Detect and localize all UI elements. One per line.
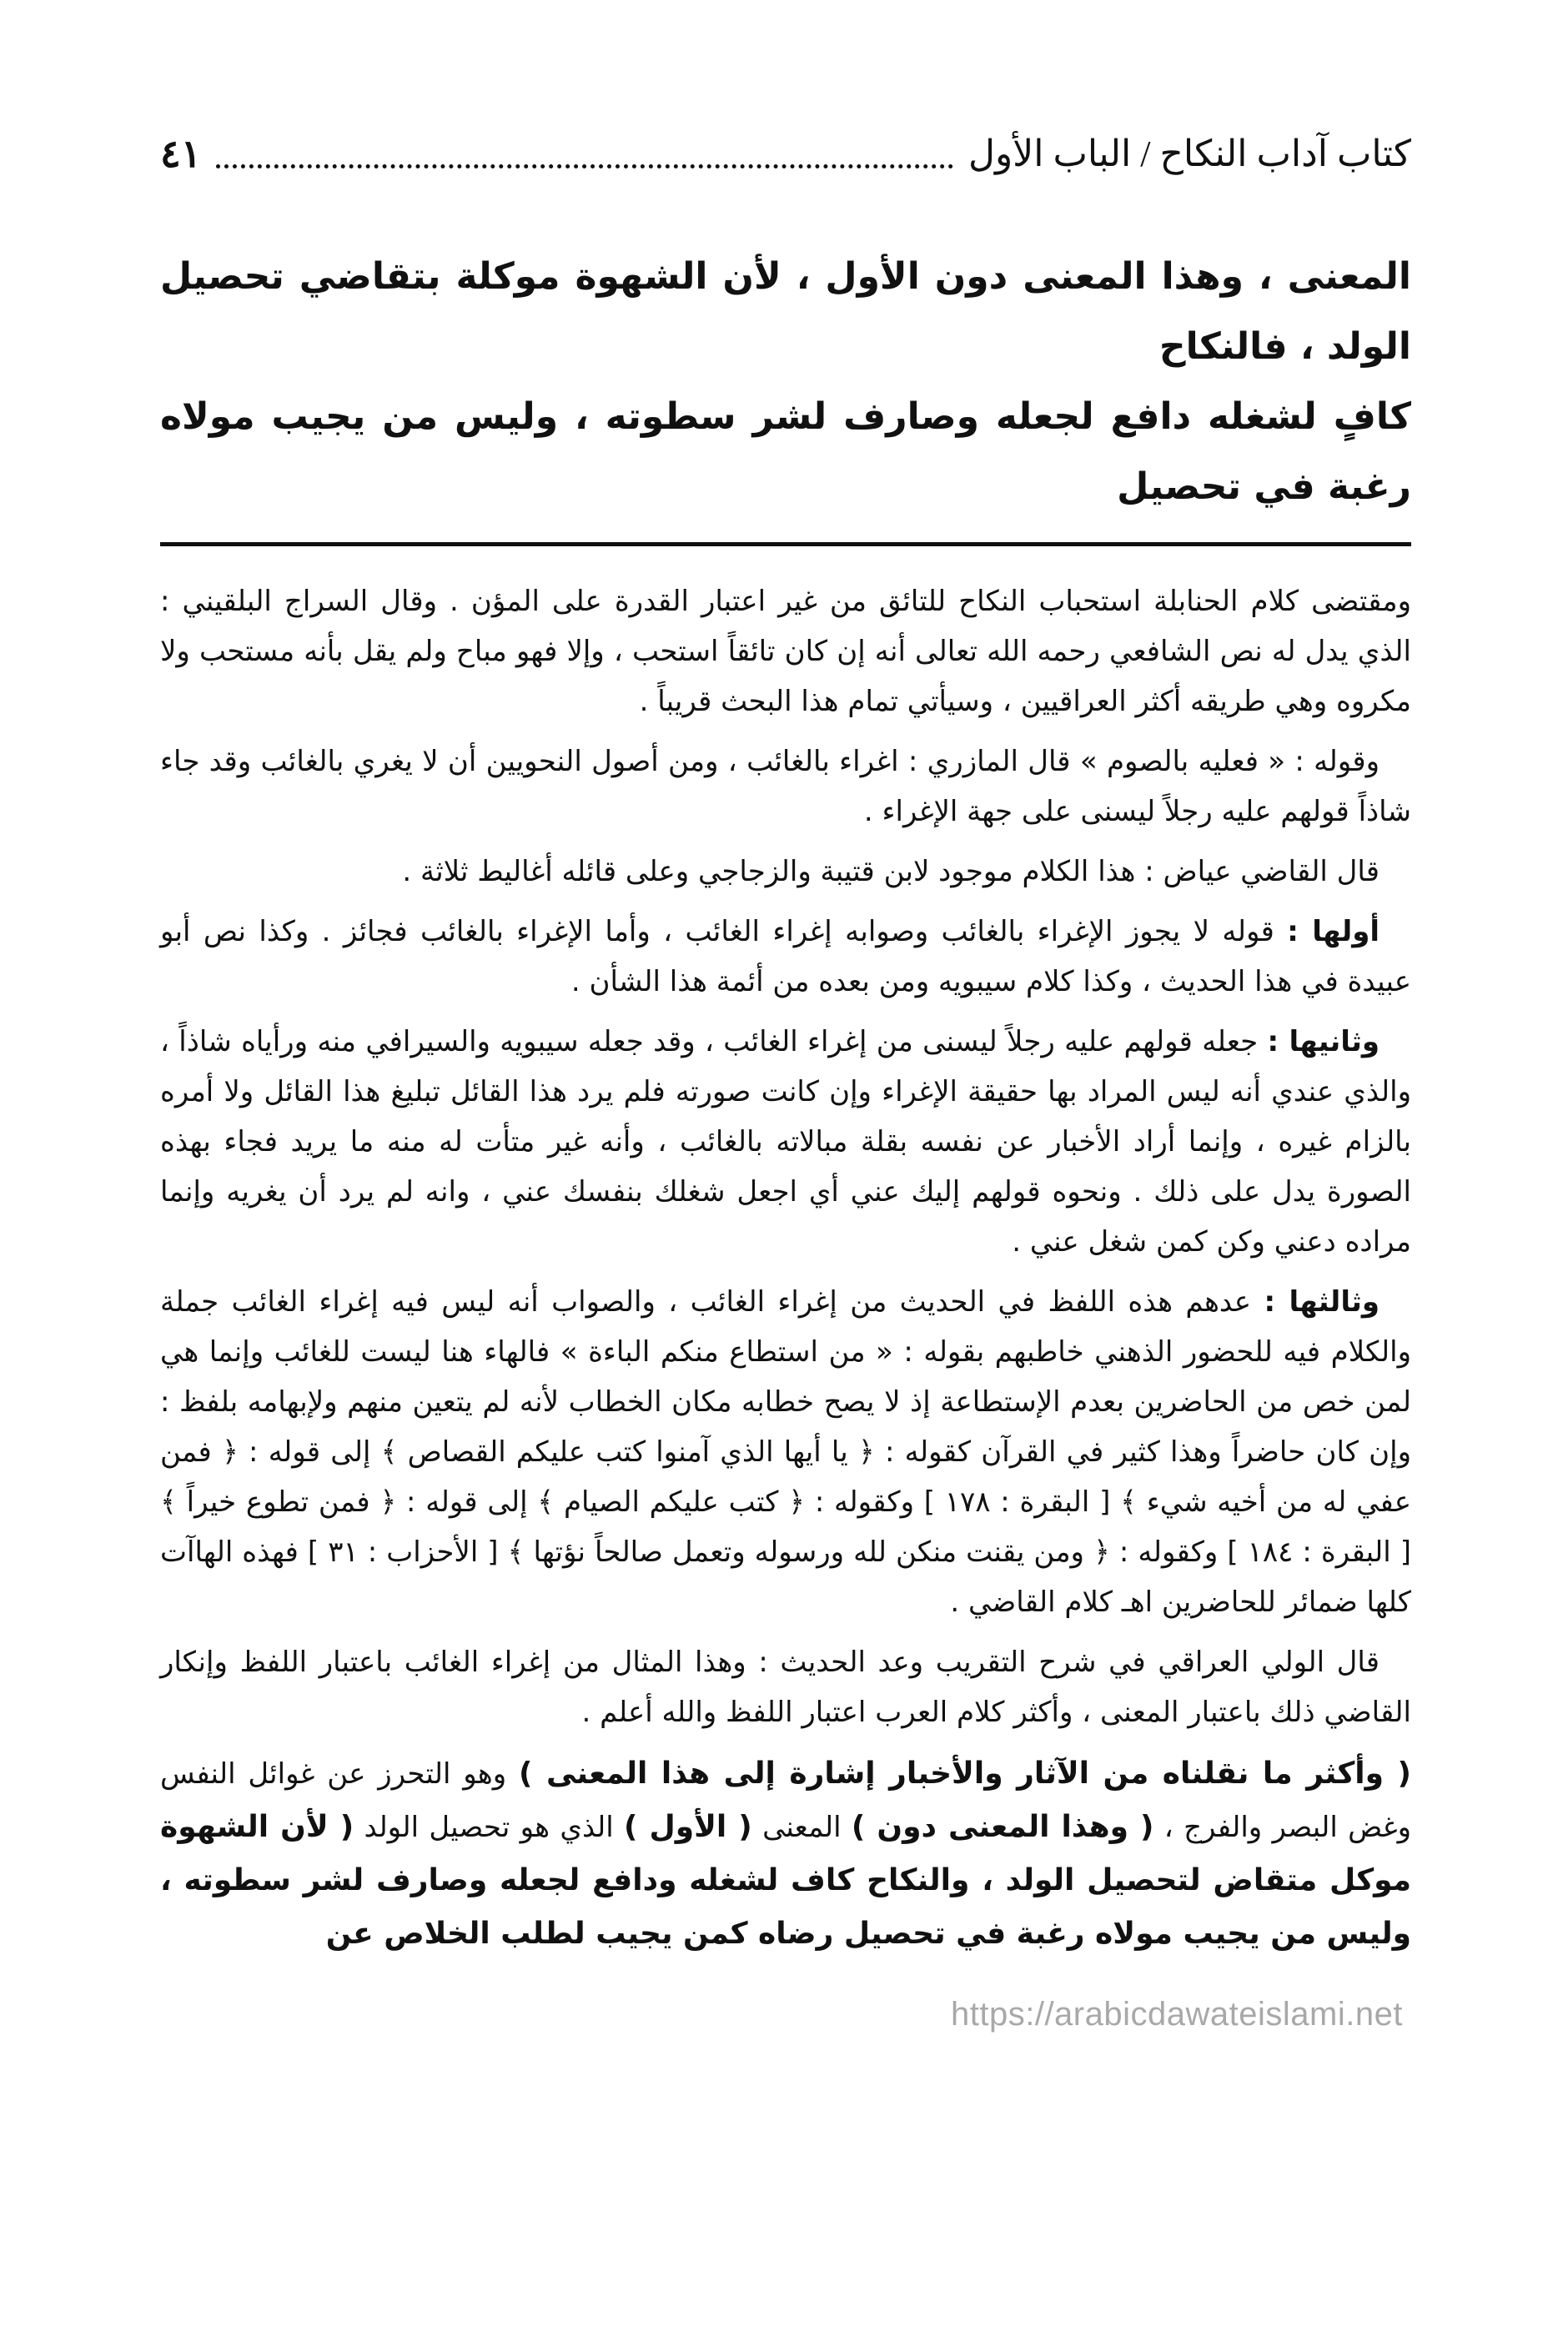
main-text-line: المعنى ، وهذا المعنى دون الأول ، لأن الشهوة موكلة بتقاضي تحصيل الولد ، فالنكاح [160, 255, 1411, 368]
running-header [160, 125, 1411, 183]
main-text [160, 242, 1411, 522]
quoted-main-text-paragraph [160, 1747, 1411, 1961]
commentary-paragraph [160, 576, 1411, 726]
paragraph-text: قال الولي العراقي في شرح التقريب وعد الحديث : وهذا المثال من إغراء الغائب باعتبار اللفظ وإنكار القاضي ذلك باعتبار المعنى ، وأكثر كلام العرب اعتبار اللفظ والله أعلم . [160, 1646, 1411, 1729]
separator-rule [160, 542, 1411, 546]
paragraph-text: وقوله : « فعليه بالصوم » قال المازري : اغراء بالغائب ، ومن أصول النحويين أن لا يغري بالغائب وقد جاء شاذاً قولهم عليه رجلاً ليسنى على جهة الإغراء . [160, 745, 1411, 828]
paragraph-text: قال القاضي عياض : هذا الكلام موجود لابن قتيبة والزجاجي وعلى قائله أغاليط ثلاثة . [402, 855, 1380, 888]
commentary-paragraph [160, 1637, 1411, 1737]
explanation-segment: الذي هو تحصيل الولد [354, 1811, 624, 1844]
commentary-paragraph [160, 1277, 1411, 1627]
paragraph-text: جعله قولهم عليه رجلاً ليسنى من إغراء الغائب ، وقد جعله سيبويه والسيرافي منه ورأياه شاذاً ، والذي عندي أنه ليس المراد بها حقيقة الإغراء وإن كانت صورته فلم يرد هذا القائل تبليغ هذا القائل ولا أمره بالزام غيره ، وإنما أراد الأخبار عن نفسه بقلة مبالاته بالغائب ، وأنه غير متأت له منه ما يريد فجاء بهذه الصورة يدل على ذلك . ونحوه قولهم إليك عني أي اجعل شغلك بنفسك عني ، وانه لم يرد أن يغريه وإنما مراده دعني وكن كمن شغل عني . [160, 1025, 1411, 1259]
leader-dots [216, 164, 953, 168]
page-number: ٤١ [160, 133, 202, 176]
chapter-title: كتاب آداب النكاح / الباب الأول [967, 133, 1411, 174]
commentary-paragraph [160, 907, 1411, 1007]
explanation-segment: المعنى [751, 1811, 852, 1844]
main-text-line: كافٍ لشغله دافع لجعله وصارف لشر سطوته ، وليس من يجيب مولاه رغبة في تحصيل [160, 395, 1411, 508]
commentary-paragraph [160, 1017, 1411, 1267]
explanation-segment: وهو التحرز عن غوائل النفس وغض البصر والفرج ، [160, 1757, 1411, 1844]
paragraph-text: قوله لا يجوز الإغراء بالغائب وصوابه إغراء الغائب ، وأما الإغراء بالغائب فجائز . وكذا نص أبو عبيدة في هذا الحديث ، وكذا كلام سيبويه ومن بعده من أئمة هذا الشأن . [160, 915, 1411, 998]
paragraph-text: عدهم هذه اللفظ في الحديث من إغراء الغائب ، والصواب أنه ليس فيه إغراء الغائب جملة والكلام فيه للحضور الذهني خاطبهم بقوله : « من استطاع منكم الباءة » فالهاء هنا ليست للغائب وإنما هي لمن خص من الحاضرين بعدم الإستطاعة إذ لا يصح خطابه مكان الخطاب لأنه لم يتعين منهم ولإبهامه بلفظ : وإن كان حاضراً وهذا كثير في القرآن كقوله : ﴿ يا أيها الذي آمنوا كتب عليكم القصاص ﴾ إلى قوله : ﴿ فمن عفي له من أخيه شيء ﴾ [ البقرة : ١٧٨ ] وكقوله : ﴿ كتب عليكم الصيام ﴾ إلى قوله : ﴿ فمن تطوع خيراً ﴾ [ البقرة : ١٨٤ ] وكقوله : ﴿ ومن يقنت منكن لله ورسوله وتعمل صالحاً نؤتها ﴾ [ الأحزاب : ٣١ ] فهذه الهاآت كلها ضمائر للحاضرين اهـ كلام القاضي . [160, 1285, 1411, 1619]
commentary-paragraph [160, 847, 1411, 897]
quoted-segment: ( وأكثر ما نقلناه من الآثار والأخبار إشارة إلى هذا المعنى ) [518, 1757, 1411, 1791]
quoted-segment: ( لأن الشهوة موكل متقاض لتحصيل الولد ، والنكاح كاف لشغله ودافع لجعله وصارف لشر سطوته ، وليس من يجيب مولاه رغبة في تحصيل رضاه كمن يجيب لطلب الخلاص عن [160, 1810, 1411, 1951]
commentary [160, 576, 1411, 1961]
quoted-segment: ( الأول ) [624, 1810, 752, 1844]
watermark-url: https://arabicdawateislami.net [951, 1996, 1403, 2033]
paragraph-lead: وثالثها : [1264, 1285, 1380, 1319]
book-page [160, 0, 1411, 1961]
commentary-paragraph [160, 736, 1411, 837]
paragraph-lead: وثانيها : [1267, 1025, 1380, 1058]
paragraph-lead: أولها : [1287, 915, 1380, 948]
quoted-segment: ( وهذا المعنى دون ) [851, 1810, 1154, 1844]
paragraph-text: ومقتضى كلام الحنابلة استحباب النكاح للتائق من غير اعتبار القدرة على المؤن . وقال السراج البلقيني : الذي يدل له نص الشافعي رحمه الله تعالى أنه إن كان تائقاً استحب ، وإلا فهو مباح ولم يقل بأنه مستحب ولا مكروه وهي طريقه أكثر العراقيين ، وسيأتي تمام هذا البحث قريباً . [160, 585, 1411, 718]
